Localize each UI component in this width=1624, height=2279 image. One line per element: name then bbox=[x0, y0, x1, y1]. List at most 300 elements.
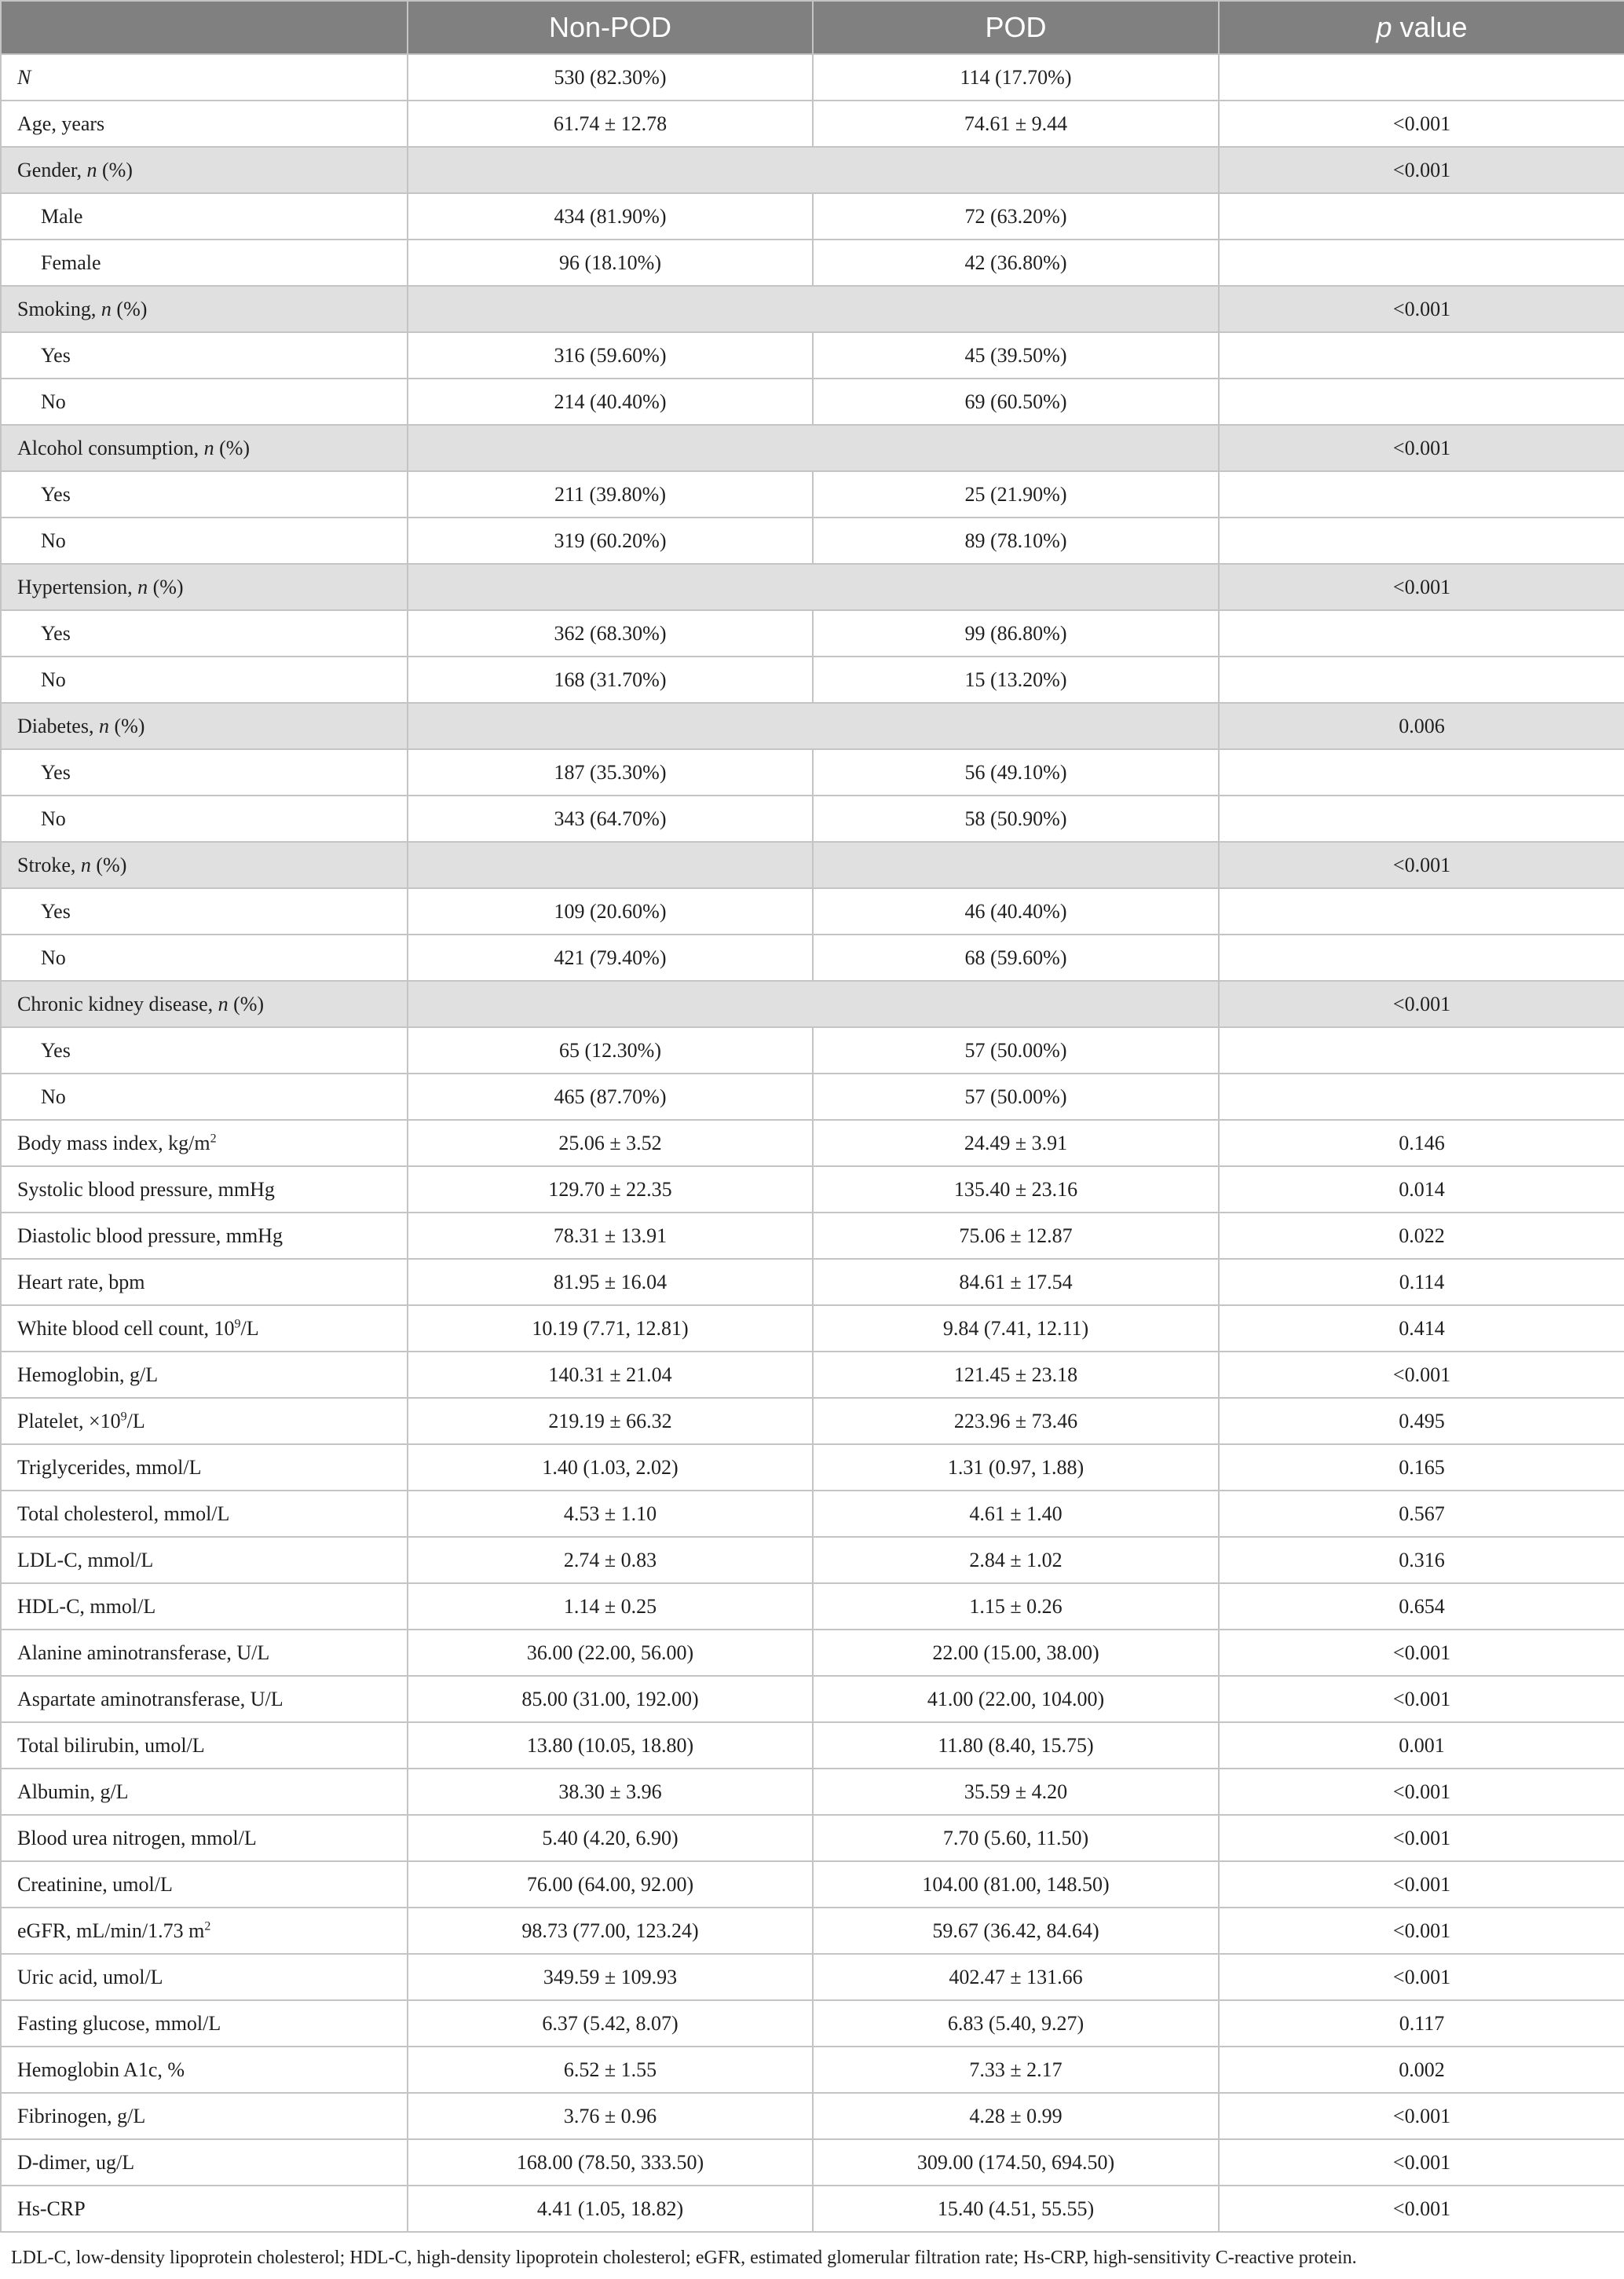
group-empty-cell bbox=[408, 981, 1219, 1027]
group-row bbox=[1, 425, 1624, 471]
pod-value: 84.61 ± 17.54 bbox=[813, 1259, 1219, 1305]
table-row bbox=[1, 888, 1624, 935]
pod-value: 11.80 (8.40, 15.75) bbox=[813, 1722, 1219, 1769]
header-p-rest: value bbox=[1392, 11, 1468, 43]
non-pod-value: 129.70 ± 22.35 bbox=[408, 1166, 813, 1213]
group-row bbox=[1, 842, 1624, 888]
pod-value: 4.28 ± 0.99 bbox=[813, 2093, 1219, 2139]
row-label bbox=[1, 1954, 408, 2000]
row-label-text: Creatinine, umol/L bbox=[17, 1872, 173, 1896]
pod-value: 69 (60.50%) bbox=[813, 379, 1219, 425]
non-pod-value: 140.31 ± 21.04 bbox=[408, 1352, 813, 1398]
pod-value: 7.33 ± 2.17 bbox=[813, 2047, 1219, 2093]
group-empty-cell bbox=[408, 703, 1219, 749]
row-label-text: No bbox=[41, 529, 66, 552]
pod-value: 56 (49.10%) bbox=[813, 749, 1219, 796]
pod-value: 74.61 ± 9.44 bbox=[813, 101, 1219, 147]
row-label-superscript: 9 bbox=[120, 1409, 127, 1423]
table-row bbox=[1, 1027, 1624, 1074]
row-label-text: Total cholesterol, mmol/L bbox=[17, 1502, 230, 1525]
row-label-text: HDL-C, mmol/L bbox=[17, 1594, 156, 1618]
p-value: <0.001 bbox=[1219, 1769, 1624, 1815]
table-row bbox=[1, 1583, 1624, 1630]
group-row bbox=[1, 981, 1624, 1027]
table-row bbox=[1, 1491, 1624, 1537]
header-variable bbox=[1, 1, 408, 54]
table-row bbox=[1, 1352, 1624, 1398]
table-row bbox=[1, 1166, 1624, 1213]
row-label-text: Stroke, bbox=[17, 853, 81, 876]
table-row bbox=[1, 1537, 1624, 1583]
row-label-text: Diastolic blood pressure, mmHg bbox=[17, 1224, 283, 1247]
pod-value: 45 (39.50%) bbox=[813, 332, 1219, 379]
group-empty-cell bbox=[408, 425, 1219, 471]
pod-value: 57 (50.00%) bbox=[813, 1027, 1219, 1074]
non-pod-value: 85.00 (31.00, 192.00) bbox=[408, 1676, 813, 1722]
row-label-text: No bbox=[41, 946, 66, 969]
p-value: 0.002 bbox=[1219, 2047, 1624, 2093]
row-label-text: LDL-C, mmol/L bbox=[17, 1548, 154, 1571]
non-pod-value: 6.37 (5.42, 8.07) bbox=[408, 2000, 813, 2047]
row-label-text: Aspartate aminotransferase, U/L bbox=[17, 1687, 283, 1710]
row-label bbox=[1, 471, 408, 518]
table-row bbox=[1, 101, 1624, 147]
row-label bbox=[1, 1444, 408, 1491]
pod-value: 2.84 ± 1.02 bbox=[813, 1537, 1219, 1583]
row-label bbox=[1, 240, 408, 286]
non-pod-value: 4.53 ± 1.10 bbox=[408, 1491, 813, 1537]
pod-value: 72 (63.20%) bbox=[813, 193, 1219, 240]
non-pod-value: 4.41 (1.05, 18.82) bbox=[408, 2186, 813, 2232]
table-row bbox=[1, 2139, 1624, 2186]
row-label bbox=[1, 1166, 408, 1213]
p-value: 0.316 bbox=[1219, 1537, 1624, 1583]
table-row bbox=[1, 1722, 1624, 1769]
row-label-text: Albumin, g/L bbox=[17, 1780, 129, 1803]
row-label-text: Hypertension, bbox=[17, 575, 138, 598]
p-value: 0.014 bbox=[1219, 1166, 1624, 1213]
row-label-italic: n bbox=[218, 992, 229, 1015]
row-label-text: Gender, bbox=[17, 158, 87, 181]
non-pod-value: 465 (87.70%) bbox=[408, 1074, 813, 1120]
table-row bbox=[1, 1954, 1624, 2000]
pod-value: 7.70 (5.60, 11.50) bbox=[813, 1815, 1219, 1861]
table-row bbox=[1, 935, 1624, 981]
table-row bbox=[1, 1815, 1624, 1861]
p-value bbox=[1219, 657, 1624, 703]
row-label-italic: n bbox=[101, 297, 112, 320]
row-label-text: Age, years bbox=[17, 112, 105, 135]
row-label-text: Blood urea nitrogen, mmol/L bbox=[17, 1826, 257, 1849]
row-label bbox=[1, 286, 408, 332]
pod-value: 22.00 (15.00, 38.00) bbox=[813, 1630, 1219, 1676]
p-value bbox=[1219, 471, 1624, 518]
row-label bbox=[1, 2047, 408, 2093]
pod-value: 1.31 (0.97, 1.88) bbox=[813, 1444, 1219, 1491]
row-label-text: No bbox=[41, 390, 66, 413]
non-pod-value: 98.73 (77.00, 123.24) bbox=[408, 1908, 813, 1954]
row-label-unit: /L bbox=[126, 1409, 145, 1432]
p-value: 0.114 bbox=[1219, 1259, 1624, 1305]
header-p-italic: p bbox=[1376, 11, 1392, 43]
non-pod-value: 36.00 (22.00, 56.00) bbox=[408, 1630, 813, 1676]
row-label bbox=[1, 703, 408, 749]
row-label bbox=[1, 1074, 408, 1120]
non-pod-value: 362 (68.30%) bbox=[408, 610, 813, 657]
row-label-suffix: (%) bbox=[214, 436, 251, 459]
p-value: 0.414 bbox=[1219, 1305, 1624, 1352]
pod-value: 223.96 ± 73.46 bbox=[813, 1398, 1219, 1444]
row-label bbox=[1, 1722, 408, 1769]
non-pod-value: 421 (79.40%) bbox=[408, 935, 813, 981]
pod-value: 1.15 ± 0.26 bbox=[813, 1583, 1219, 1630]
row-label-italic: n bbox=[86, 158, 97, 181]
row-label bbox=[1, 1583, 408, 1630]
row-label bbox=[1, 193, 408, 240]
p-value: 0.654 bbox=[1219, 1583, 1624, 1630]
p-value: 0.165 bbox=[1219, 1444, 1624, 1491]
table-row bbox=[1, 796, 1624, 842]
row-label bbox=[1, 518, 408, 564]
table-row bbox=[1, 749, 1624, 796]
row-label-text: Yes bbox=[41, 1038, 71, 1062]
table-row bbox=[1, 2186, 1624, 2232]
p-value: <0.001 bbox=[1219, 1908, 1624, 1954]
row-label-suffix: (%) bbox=[97, 158, 133, 181]
p-value bbox=[1219, 610, 1624, 657]
non-pod-value: 2.74 ± 0.83 bbox=[408, 1537, 813, 1583]
row-label bbox=[1, 332, 408, 379]
row-label bbox=[1, 1908, 408, 1954]
row-label bbox=[1, 888, 408, 935]
row-label-text: No bbox=[41, 668, 66, 691]
row-label bbox=[1, 2000, 408, 2047]
table-row bbox=[1, 1769, 1624, 1815]
non-pod-value: 1.40 (1.03, 2.02) bbox=[408, 1444, 813, 1491]
non-pod-value: 3.76 ± 0.96 bbox=[408, 2093, 813, 2139]
p-value: <0.001 bbox=[1219, 147, 1624, 193]
row-label bbox=[1, 1861, 408, 1908]
row-label-text: Diabetes, bbox=[17, 714, 99, 737]
table-row bbox=[1, 1908, 1624, 1954]
non-pod-value: 316 (59.60%) bbox=[408, 332, 813, 379]
row-label-text: Fasting glucose, mmol/L bbox=[17, 2011, 221, 2035]
group-empty-cell bbox=[408, 147, 1219, 193]
pod-value: 89 (78.10%) bbox=[813, 518, 1219, 564]
row-label bbox=[1, 1676, 408, 1722]
row-label-suffix: (%) bbox=[228, 992, 265, 1015]
non-pod-value: 319 (60.20%) bbox=[408, 518, 813, 564]
row-label-suffix: (%) bbox=[148, 575, 184, 598]
row-label bbox=[1, 425, 408, 471]
table-body bbox=[1, 54, 1624, 2232]
non-pod-value: 343 (64.70%) bbox=[408, 796, 813, 842]
table-row bbox=[1, 240, 1624, 286]
row-label-suffix: (%) bbox=[90, 853, 127, 876]
p-value bbox=[1219, 332, 1624, 379]
pod-value: 114 (17.70%) bbox=[813, 54, 1219, 101]
p-value: 0.146 bbox=[1219, 1120, 1624, 1166]
row-label bbox=[1, 147, 408, 193]
row-label bbox=[1, 1398, 408, 1444]
p-value: <0.001 bbox=[1219, 425, 1624, 471]
non-pod-value: 168 (31.70%) bbox=[408, 657, 813, 703]
table-row bbox=[1, 54, 1624, 101]
pod-value: 42 (36.80%) bbox=[813, 240, 1219, 286]
row-label bbox=[1, 1769, 408, 1815]
row-label bbox=[1, 749, 408, 796]
p-value bbox=[1219, 935, 1624, 981]
row-label bbox=[1, 1120, 408, 1166]
table-footnote: LDL-C, low-density lipoprotein cholesterol; HDL-C, high-density lipoprotein cholesterol; eGFR, estimated glomerular filtration rate; Hs-CRP, high-sensitivity C-reactive protein. bbox=[11, 2248, 1357, 2268]
row-label-text: Female bbox=[41, 251, 101, 274]
row-label-suffix: (%) bbox=[111, 297, 148, 320]
table-row bbox=[1, 1630, 1624, 1676]
table-row bbox=[1, 2047, 1624, 2093]
row-label-text: White blood cell count, 10 bbox=[17, 1316, 235, 1340]
p-value bbox=[1219, 379, 1624, 425]
row-label-suffix: (%) bbox=[108, 714, 145, 737]
pod-value: 309.00 (174.50, 694.50) bbox=[813, 2139, 1219, 2186]
pod-value: 402.47 ± 131.66 bbox=[813, 1954, 1219, 2000]
group-row bbox=[1, 147, 1624, 193]
row-label bbox=[1, 54, 408, 101]
row-label bbox=[1, 2139, 408, 2186]
table-row bbox=[1, 610, 1624, 657]
pod-value: 9.84 (7.41, 12.11) bbox=[813, 1305, 1219, 1352]
pod-value: 59.67 (36.42, 84.64) bbox=[813, 1908, 1219, 1954]
row-label-italic: n bbox=[137, 575, 148, 598]
group-row bbox=[1, 286, 1624, 332]
row-label bbox=[1, 2186, 408, 2232]
pod-value: 99 (86.80%) bbox=[813, 610, 1219, 657]
table-row bbox=[1, 2000, 1624, 2047]
pod-value: 25 (21.90%) bbox=[813, 471, 1219, 518]
p-value bbox=[1219, 1074, 1624, 1120]
row-label-italic: n bbox=[98, 714, 109, 737]
row-label-text: Yes bbox=[41, 343, 71, 367]
row-label-text: Total bilirubin, umol/L bbox=[17, 1733, 205, 1757]
row-label-text: Body mass index, kg/m bbox=[17, 1131, 210, 1154]
p-value: <0.001 bbox=[1219, 1676, 1624, 1722]
p-value bbox=[1219, 796, 1624, 842]
table-header-row bbox=[1, 1, 1624, 54]
row-label-text: Hemoglobin A1c, % bbox=[17, 2058, 185, 2081]
row-label-superscript: 9 bbox=[234, 1316, 241, 1330]
p-value bbox=[1219, 1027, 1624, 1074]
non-pod-value: 211 (39.80%) bbox=[408, 471, 813, 518]
row-label-text: Yes bbox=[41, 621, 71, 645]
table-row bbox=[1, 1305, 1624, 1352]
row-label-text: eGFR, mL/min/1.73 m bbox=[17, 1919, 205, 1942]
pod-value: 135.40 ± 23.16 bbox=[813, 1166, 1219, 1213]
row-label-text: Alanine aminotransferase, U/L bbox=[17, 1641, 270, 1664]
header-non-pod: Non-POD bbox=[408, 1, 813, 54]
table-row bbox=[1, 379, 1624, 425]
row-label-text: Chronic kidney disease, bbox=[17, 992, 218, 1015]
p-value: 0.006 bbox=[1219, 703, 1624, 749]
non-pod-value: 81.95 ± 16.04 bbox=[408, 1259, 813, 1305]
row-label-text: Hemoglobin, g/L bbox=[17, 1363, 159, 1386]
row-label-text: No bbox=[41, 807, 66, 830]
p-value bbox=[1219, 240, 1624, 286]
p-value: 0.117 bbox=[1219, 2000, 1624, 2047]
row-label-text: Systolic blood pressure, mmHg bbox=[17, 1177, 275, 1201]
p-value: <0.001 bbox=[1219, 981, 1624, 1027]
p-value: 0.001 bbox=[1219, 1722, 1624, 1769]
row-label-unit: /L bbox=[240, 1316, 259, 1340]
row-label-text: Yes bbox=[41, 482, 71, 506]
p-value: <0.001 bbox=[1219, 842, 1624, 888]
table-row bbox=[1, 2093, 1624, 2139]
row-label-text: Heart rate, bpm bbox=[17, 1270, 145, 1293]
p-value: <0.001 bbox=[1219, 2093, 1624, 2139]
non-pod-value: 187 (35.30%) bbox=[408, 749, 813, 796]
row-label-text: Uric acid, umol/L bbox=[17, 1965, 163, 1988]
p-value: <0.001 bbox=[1219, 1630, 1624, 1676]
row-label-text: Hs-CRP bbox=[17, 2197, 86, 2220]
pod-value: 57 (50.00%) bbox=[813, 1074, 1219, 1120]
table-row bbox=[1, 471, 1624, 518]
row-label bbox=[1, 657, 408, 703]
row-label-text: Yes bbox=[41, 899, 71, 923]
row-label-italic: n bbox=[80, 853, 91, 876]
non-pod-value: 214 (40.40%) bbox=[408, 379, 813, 425]
group-empty-cell bbox=[813, 842, 1219, 888]
pod-value: 15 (13.20%) bbox=[813, 657, 1219, 703]
non-pod-value: 219.19 ± 66.32 bbox=[408, 1398, 813, 1444]
non-pod-value: 530 (82.30%) bbox=[408, 54, 813, 101]
non-pod-value: 5.40 (4.20, 6.90) bbox=[408, 1815, 813, 1861]
row-label-superscript: 2 bbox=[210, 1131, 217, 1145]
pod-value: 121.45 ± 23.18 bbox=[813, 1352, 1219, 1398]
non-pod-value: 25.06 ± 3.52 bbox=[408, 1120, 813, 1166]
table-row bbox=[1, 1444, 1624, 1491]
p-value bbox=[1219, 749, 1624, 796]
non-pod-value: 434 (81.90%) bbox=[408, 193, 813, 240]
non-pod-value: 76.00 (64.00, 92.00) bbox=[408, 1861, 813, 1908]
row-label-italic: N bbox=[17, 65, 31, 89]
pod-value: 46 (40.40%) bbox=[813, 888, 1219, 935]
row-label-superscript: 2 bbox=[204, 1919, 211, 1933]
non-pod-value: 1.14 ± 0.25 bbox=[408, 1583, 813, 1630]
table-row bbox=[1, 1398, 1624, 1444]
pod-value: 15.40 (4.51, 55.55) bbox=[813, 2186, 1219, 2232]
table-row bbox=[1, 1259, 1624, 1305]
group-empty-cell bbox=[408, 564, 1219, 610]
group-empty-cell bbox=[408, 842, 813, 888]
p-value bbox=[1219, 193, 1624, 240]
row-label bbox=[1, 2093, 408, 2139]
non-pod-value: 349.59 ± 109.93 bbox=[408, 1954, 813, 2000]
p-value: 0.022 bbox=[1219, 1213, 1624, 1259]
row-label bbox=[1, 379, 408, 425]
table-row bbox=[1, 1676, 1624, 1722]
non-pod-value: 13.80 (10.05, 18.80) bbox=[408, 1722, 813, 1769]
p-value: <0.001 bbox=[1219, 101, 1624, 147]
row-label bbox=[1, 564, 408, 610]
row-label bbox=[1, 842, 408, 888]
pod-value: 35.59 ± 4.20 bbox=[813, 1769, 1219, 1815]
p-value: 0.567 bbox=[1219, 1491, 1624, 1537]
group-empty-cell bbox=[408, 286, 1219, 332]
pod-value: 4.61 ± 1.40 bbox=[813, 1491, 1219, 1537]
group-row bbox=[1, 703, 1624, 749]
header-pod: POD bbox=[813, 1, 1219, 54]
p-value: <0.001 bbox=[1219, 2139, 1624, 2186]
table-row bbox=[1, 193, 1624, 240]
non-pod-value: 78.31 ± 13.91 bbox=[408, 1213, 813, 1259]
row-label-text: D-dimer, ug/L bbox=[17, 2150, 135, 2174]
row-label bbox=[1, 981, 408, 1027]
row-label bbox=[1, 1630, 408, 1676]
group-row bbox=[1, 564, 1624, 610]
row-label-text: Male bbox=[41, 204, 83, 228]
row-label bbox=[1, 610, 408, 657]
p-value bbox=[1219, 54, 1624, 101]
p-value: <0.001 bbox=[1219, 1861, 1624, 1908]
row-label bbox=[1, 1491, 408, 1537]
table-row bbox=[1, 1120, 1624, 1166]
non-pod-value: 96 (18.10%) bbox=[408, 240, 813, 286]
non-pod-value: 38.30 ± 3.96 bbox=[408, 1769, 813, 1815]
row-label-text: Yes bbox=[41, 760, 71, 784]
row-label bbox=[1, 1352, 408, 1398]
non-pod-value: 6.52 ± 1.55 bbox=[408, 2047, 813, 2093]
pod-value: 24.49 ± 3.91 bbox=[813, 1120, 1219, 1166]
p-value: <0.001 bbox=[1219, 1815, 1624, 1861]
row-label bbox=[1, 1305, 408, 1352]
row-label bbox=[1, 1537, 408, 1583]
p-value bbox=[1219, 888, 1624, 935]
table-row bbox=[1, 1213, 1624, 1259]
pod-value: 75.06 ± 12.87 bbox=[813, 1213, 1219, 1259]
p-value: <0.001 bbox=[1219, 1352, 1624, 1398]
row-label-italic: n bbox=[203, 436, 214, 459]
pod-value: 104.00 (81.00, 148.50) bbox=[813, 1861, 1219, 1908]
non-pod-value: 109 (20.60%) bbox=[408, 888, 813, 935]
pod-value: 58 (50.90%) bbox=[813, 796, 1219, 842]
p-value: <0.001 bbox=[1219, 1954, 1624, 2000]
non-pod-value: 10.19 (7.71, 12.81) bbox=[408, 1305, 813, 1352]
row-label-text: Smoking, bbox=[17, 297, 101, 320]
table-row bbox=[1, 657, 1624, 703]
pod-value: 41.00 (22.00, 104.00) bbox=[813, 1676, 1219, 1722]
p-value: <0.001 bbox=[1219, 286, 1624, 332]
p-value: <0.001 bbox=[1219, 564, 1624, 610]
row-label-text: Triglycerides, mmol/L bbox=[17, 1455, 202, 1479]
non-pod-value: 168.00 (78.50, 333.50) bbox=[408, 2139, 813, 2186]
row-label bbox=[1, 1027, 408, 1074]
pod-value: 6.83 (5.40, 9.27) bbox=[813, 2000, 1219, 2047]
row-label bbox=[1, 935, 408, 981]
row-label-text: Fibrinogen, g/L bbox=[17, 2104, 146, 2127]
table-row bbox=[1, 332, 1624, 379]
pod-value: 68 (59.60%) bbox=[813, 935, 1219, 981]
row-label bbox=[1, 796, 408, 842]
row-label bbox=[1, 1259, 408, 1305]
table-row bbox=[1, 1074, 1624, 1120]
row-label-text: Alcohol consumption, bbox=[17, 436, 204, 459]
p-value bbox=[1219, 518, 1624, 564]
row-label bbox=[1, 1815, 408, 1861]
p-value: <0.001 bbox=[1219, 2186, 1624, 2232]
row-label-text: Platelet, ×10 bbox=[17, 1409, 121, 1432]
p-value: 0.495 bbox=[1219, 1398, 1624, 1444]
table-row bbox=[1, 1861, 1624, 1908]
row-label bbox=[1, 101, 408, 147]
row-label bbox=[1, 1213, 408, 1259]
